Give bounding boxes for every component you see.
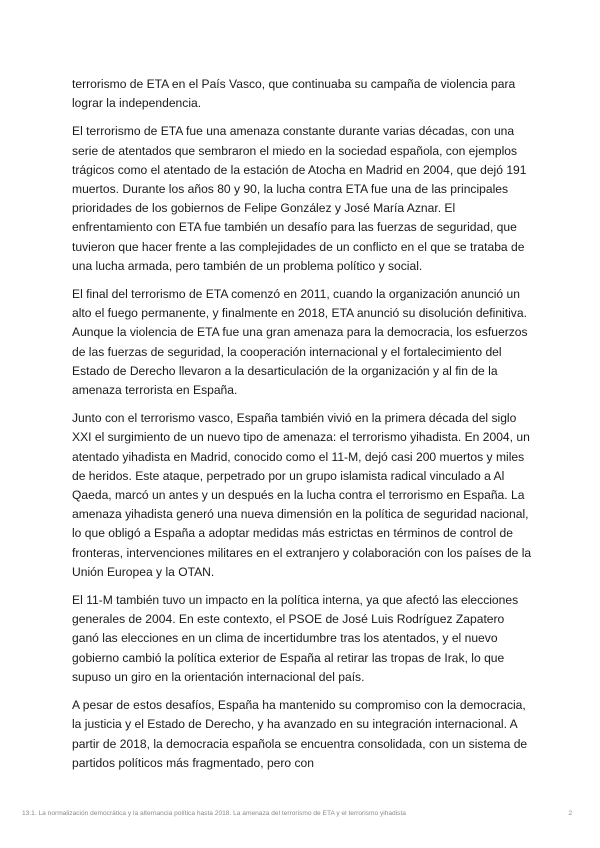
page-body — [72, 75, 532, 782]
page-footer — [22, 810, 572, 817]
paragraph: Junto con el terrorismo vasco, España también vivió en la primera década del siglo XXI el surgimiento de un nuevo tipo de amenaza: el terrorismo yihadista. En 2004, un atentado yihadista en Madrid, conocido como el 11-M, dejó casi 200 muertos y miles de heridos. Este ataque, perpetrado por un grupo islamista radical vinculado a Al Qaeda, marcó un antes y un después en la lucha contra el terrorismo en España. La amenaza yihadista generó una nueva dimensión en la política de seguridad nacional, lo que obligó a España a adoptar medidas más estrictas en términos de control de fronteras, intervenciones militares en el extranjero y colaboración con los países de la Unión Europea y la OTAN. — [72, 411, 532, 579]
paragraph: El 11-M también tuvo un impacto en la política interna, ya que afectó las elecciones generales de 2004. En este contexto, el PSOE de José Luis Rodríguez Zapatero ganó las elecciones en un clima de incertidumbre tras los atentados, y el nuevo gobierno cambió la política exterior de España al retirar las tropas de Irak, lo que supuso un giro en la orientación internacional del país. — [72, 593, 519, 684]
paragraph: El terrorismo de ETA fue una amenaza constante durante varias décadas, con una serie de atentados que sembraron el miedo en la sociedad española, con ejemplos trágicos como el atentado de la estación de Atocha en Madrid en 2004, que dejó 191 muertos. Durante los años 80 y 90, la lucha contra ETA fue una de las principales prioridades de los gobiernos de Felipe González y José María Aznar. El enfrentamiento con ETA fue también un desafío para las fuerzas de seguridad, que tuvieron que hacer frente a las complejidades de un conflicto en el que se trataba de una lucha armada, pero también de un problema político y social. — [72, 124, 527, 273]
paragraph: El final del terrorismo de ETA comenzó en 2011, cuando la organización anunció un alto el fuego permanente, y finalmente en 2018, ETA anunció su disolución definitiva. Aunque la violencia de ETA fue una gran amenaza para la democracia, los esfuerzos de las fuerzas de seguridad, la cooperación internacional y el fortalecimiento del Estado de Derecho llevaron a la desarticulación de la organización y al fin de la amenaza terrorista en España. — [72, 287, 528, 398]
paragraph: terrorismo de ETA en el País Vasco, que continuaba su campaña de violencia para lograr la independencia. — [72, 77, 516, 111]
page-number: 2 — [568, 810, 572, 817]
footer-running-title: 13.1. La normalización democrática y la alternancia política hasta 2018. La amenaza del terrorismo de ETA y el terrorismo yihadista — [22, 810, 406, 817]
paragraph: A pesar de estos desafíos, España ha mantenido su compromiso con la democracia, la justicia y el Estado de Derecho, y ha avanzado en su integración internacional. A partir de 2018, la democracia española se encuentra consolidada, con un sistema de partidos políticos más fragmentado, pero con — [72, 698, 528, 770]
